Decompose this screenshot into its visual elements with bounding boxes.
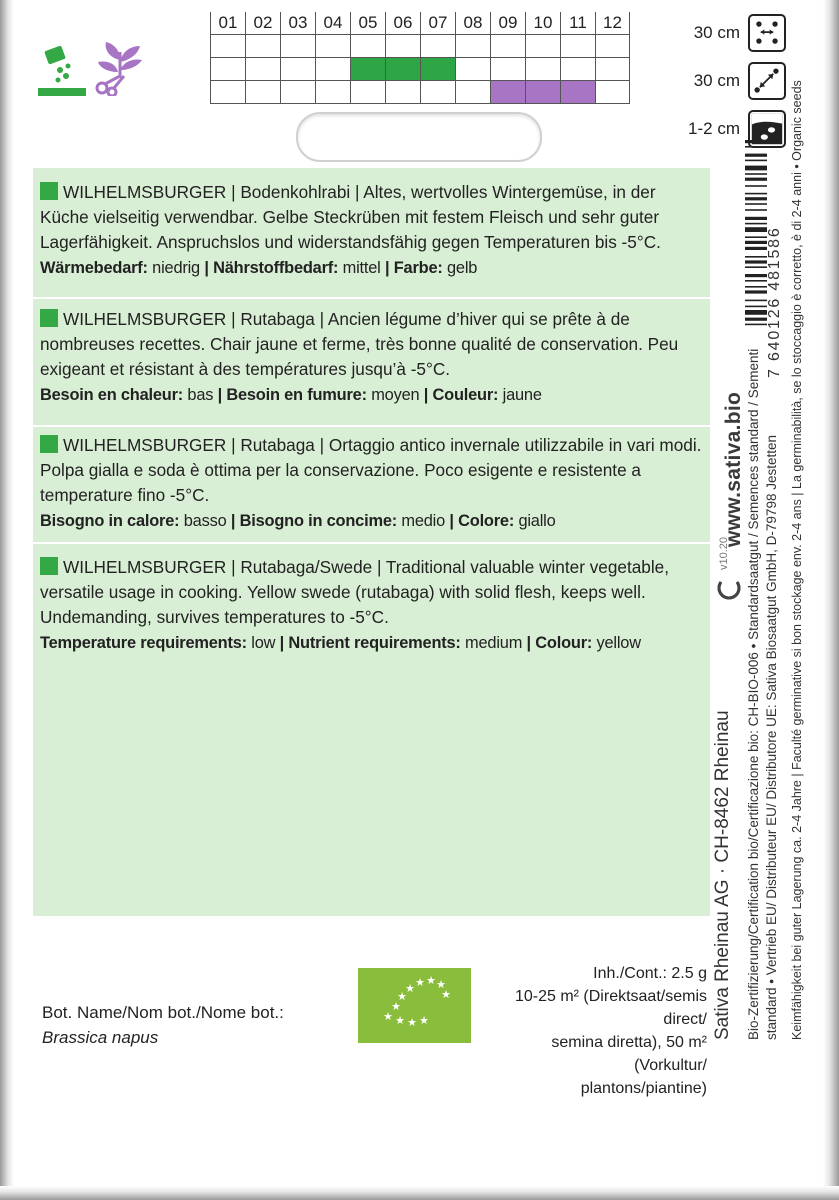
- barcode-bar: [745, 203, 767, 205]
- harvest-cell: [490, 81, 525, 103]
- barcode-bar: [745, 209, 767, 211]
- calendar-cell: [525, 58, 560, 80]
- section-it-text: WILHELMSBURGER | Rutabaga | Ortaggio antico invernale utilizzabile in vari modi. Polpa gialla e soda è ottima per la conservazione. Poco esigente e resistente a temperature fino -5°C.: [40, 435, 702, 505]
- section-de: [33, 180, 710, 281]
- botanical-name: [42, 1000, 284, 1050]
- calendar-cell: [455, 81, 490, 103]
- month-label: 10: [525, 12, 560, 34]
- sowing-cell: [385, 58, 420, 80]
- barcode-bar: [745, 140, 767, 143]
- barcode-bar: [745, 310, 767, 315]
- row-spacing-value: 30 cm: [693, 23, 740, 42]
- row-spacing: [676, 14, 786, 52]
- star-icon: ★: [383, 1010, 393, 1023]
- green-square-icon: [40, 557, 58, 575]
- barcode-bar: [745, 193, 767, 195]
- green-square-icon: [40, 309, 58, 327]
- section-de-props: Wärmebedarf: niedrig | Nährstoffbedarf: mittel | Farbe: gelb: [40, 259, 478, 277]
- month-label: 05: [350, 12, 385, 34]
- section-en-text: WILHELMSBURGER | Rutabaga/Swede | Traditional valuable winter vegetable, versatile usage in cooking. Yellow swede (rutabaga) with solid flesh, keeps well. Undemanding, survives temperatures to -5°C.: [40, 557, 670, 627]
- month-label: 08: [455, 12, 490, 34]
- certification-line-1: Bio-Zertifizierung/Certification bio/Certificazione bio: CH-BIO-006 • Standardsaatgut / Semences standard / Sementi: [746, 348, 761, 1040]
- calendar-cell: [595, 81, 630, 103]
- month-label: 12: [595, 12, 630, 34]
- barcode-bar: [745, 227, 767, 232]
- star-icon: ★: [419, 1014, 429, 1027]
- calendar-cell: [490, 58, 525, 80]
- sowing-cell: [420, 58, 455, 80]
- calendar-row-sowing: [210, 57, 630, 80]
- website-link[interactable]: www.sativa.bio: [722, 391, 745, 547]
- certification-line-2: standard • Vertrieb EU/ Distributeur EU/ Distributore UE: Sativa Biosaatgut GmbH, D-79798 Jestetten: [764, 435, 779, 1040]
- content-area-line: 10-25 m² (Direktsaat/semis direct/: [514, 988, 707, 1028]
- barcode-bar: [745, 300, 767, 302]
- barcode-bar: [745, 173, 767, 175]
- content-weight: Inh./Cont.: 2.5 g: [593, 965, 707, 982]
- eu-organic-leaf-logo: [358, 968, 471, 1043]
- calendar-cell: [420, 35, 455, 57]
- barcode-bar: [745, 241, 767, 244]
- barcode-digits: 7 640126 481586: [766, 226, 783, 378]
- calendar-cell: [315, 58, 350, 80]
- calendar-row-harvest: [210, 80, 630, 104]
- calendar-cell: [350, 35, 385, 57]
- barcode-bar: [745, 324, 767, 326]
- star-icon: ★: [405, 982, 415, 995]
- star-icon: ★: [397, 990, 407, 1003]
- barcode-bar: [745, 223, 767, 225]
- calendar-cell: [350, 81, 385, 103]
- calendar-cell: [280, 81, 315, 103]
- barcode-bar: [745, 217, 767, 220]
- star-icon: ★: [426, 974, 436, 987]
- calendar-cell: [560, 35, 595, 57]
- page-shadow-right: [823, 0, 839, 1200]
- section-divider: [33, 425, 710, 427]
- calendar-cell: [245, 58, 280, 80]
- month-label: 01: [210, 12, 245, 34]
- star-icon: ★: [395, 1014, 405, 1027]
- barcode-bar: [745, 146, 767, 148]
- barcode-bar: [745, 318, 767, 321]
- calendar-cell: [210, 35, 245, 57]
- calendar-cell: [280, 58, 315, 80]
- description-panel: [33, 168, 710, 916]
- barcode-bar: [745, 247, 767, 250]
- plant-spacing: [676, 62, 786, 100]
- barcode-bar: [745, 266, 767, 268]
- calendar-cell: [595, 35, 630, 57]
- month-label: 11: [560, 12, 595, 34]
- barcode-bar: [745, 236, 767, 238]
- section-fr-props: Besoin en chaleur: bas | Besoin en fumure: moyen | Couleur: jaune: [40, 386, 542, 404]
- green-square-icon: [40, 435, 58, 453]
- calendar-cell: [455, 58, 490, 80]
- section-divider: [33, 297, 710, 299]
- calendar-cell: [420, 81, 455, 103]
- calendar-cell: [315, 81, 350, 103]
- section-fr: [33, 307, 710, 408]
- page-shadow-bottom: [0, 1186, 839, 1200]
- section-fr-text: WILHELMSBURGER | Rutabaga | Ancien légume d’hiver qui se prête à de nombreuses recettes. Chair jaune et ferme, très bonne qualité de conservation. Peu exigeant et résistant à des températures jusqu’à -5°C.: [40, 309, 679, 379]
- content-area-line: plantons/piantine): [580, 1080, 707, 1097]
- star-icon: ★: [415, 976, 425, 989]
- harvest-cell: [525, 81, 560, 103]
- barcode-bar: [745, 197, 767, 200]
- calendar-cell: [210, 58, 245, 80]
- calendar-cell: [210, 81, 245, 103]
- month-label: 04: [315, 12, 350, 34]
- barcode-bar: [745, 185, 767, 187]
- hang-hole: [296, 112, 542, 162]
- sowing-cell: [350, 58, 385, 80]
- calendar-cell: [525, 35, 560, 57]
- calendar-cell: [560, 58, 595, 80]
- calendar-cell: [245, 35, 280, 57]
- calendar-cell: [280, 35, 315, 57]
- botanical-name-value: Brassica napus: [42, 1028, 159, 1047]
- barcode-bar: [745, 280, 767, 282]
- calendar-cell: [245, 81, 280, 103]
- section-en: [33, 555, 710, 656]
- month-label: 07: [420, 12, 455, 34]
- germination-note: Keimfähigkeit bei guter Lagerung ca. 2-4 Jahre | Faculté germinative si bon stockage env. 2-4 ans | La germinabilità, se lo stoccaggio è corretto, è di 2-4 anni • Organic seeds: [790, 80, 804, 1040]
- plant-spacing-icon: [748, 62, 786, 100]
- barcode-bar: [745, 290, 767, 293]
- calendar-cell: [490, 35, 525, 57]
- calendar-cell: [455, 35, 490, 57]
- company-address: Sativa Rheinau AG · CH-8462 Rheinau: [712, 710, 733, 1040]
- calendar-row-empty: [210, 34, 630, 57]
- row-spacing-icon: [748, 14, 786, 52]
- star-icon: ★: [391, 1000, 401, 1013]
- botanical-name-label: Bot. Name/Nom bot./Nome bot.:: [42, 1003, 284, 1022]
- harvest-cell: [560, 81, 595, 103]
- calendar-cell: [385, 35, 420, 57]
- calendar-cell: [315, 35, 350, 57]
- month-label: 06: [385, 12, 420, 34]
- content-info: [477, 962, 707, 1100]
- green-square-icon: [40, 182, 58, 200]
- harvest-scissors-icon: [90, 38, 146, 96]
- barcode-bar: [745, 286, 767, 288]
- star-icon: ★: [407, 1016, 417, 1029]
- direct-sowing-icon: [38, 40, 88, 98]
- month-label: 03: [280, 12, 315, 34]
- page-shadow-left: [0, 0, 14, 1200]
- month-label: 02: [245, 12, 280, 34]
- star-icon: ★: [436, 978, 446, 991]
- section-de-text: WILHELMSBURGER | Bodenkohlrabi | Altes, wertvolles Wintergemüse, in der Küche vielseitig verwendbar. Gelbe Steckrüben mit festem Fleisch und sehr guter Lagerfähigkeit. Anspruchslos und widerstandsfähig gegen Temperaturen bis -5°C.: [40, 182, 661, 252]
- barcode-bar: [745, 154, 767, 157]
- barcode-bar: [745, 256, 767, 258]
- barcode-bar: [745, 160, 767, 162]
- content-area-line: semina diretta), 50 m² (Vorkultur/: [551, 1034, 707, 1074]
- section-divider: [33, 542, 710, 544]
- sowing-harvest-calendar: [210, 12, 630, 104]
- barcode-bar: [745, 274, 767, 277]
- section-en-props: Temperature requirements: low | Nutrient requirements: medium | Colour: yellow: [40, 634, 641, 652]
- barcode-bar: [745, 306, 767, 308]
- month-label: 09: [490, 12, 525, 34]
- calendar-cell: [595, 58, 630, 80]
- calendar-months: [210, 12, 630, 34]
- version-label: v10.20: [718, 536, 730, 570]
- section-it-props: Bisogno in calore: basso | Bisogno in concime: medio | Colore: giallo: [40, 512, 556, 530]
- calendar-cell: [385, 81, 420, 103]
- plant-spacing-value: 30 cm: [693, 71, 740, 90]
- star-icon: ★: [441, 988, 451, 1001]
- barcode-bar: [745, 260, 767, 263]
- ce-mark-icon: [717, 566, 741, 612]
- barcode-bar: [745, 166, 767, 171]
- sowing-depth-value: 1-2 cm: [688, 119, 740, 138]
- section-it: [33, 433, 710, 534]
- barcode-bar: [745, 178, 767, 181]
